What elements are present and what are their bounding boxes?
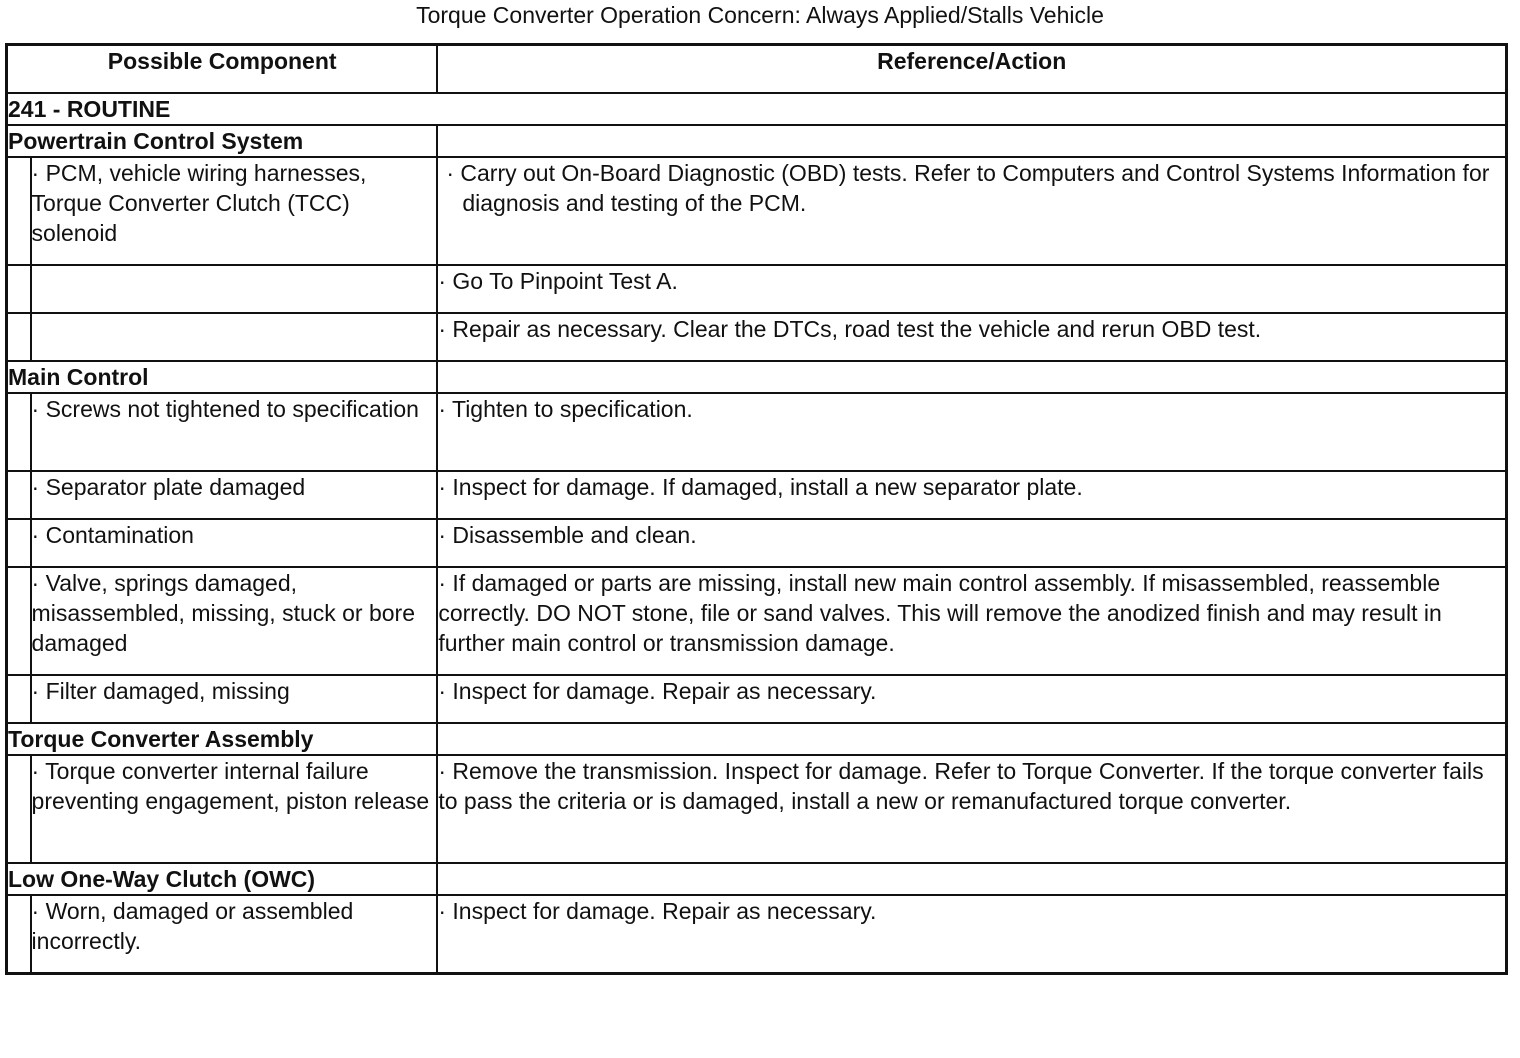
document-title: Torque Converter Operation Concern: Always Applied/Stalls Vehicle: [416, 2, 1104, 28]
table-header-row: [7, 45, 1507, 94]
indent-cell: [7, 313, 31, 361]
action-cell: · Inspect for damage. If damaged, install a new separator plate.: [437, 471, 1506, 519]
group-name: Low One-Way Clutch (OWC): [7, 863, 438, 895]
table-row: [7, 895, 1507, 973]
action-cell: · Carry out On-Board Diagnostic (OBD) tests. Refer to Computers and Control Systems Information for diagnosis and testing of the PCM.: [437, 157, 1506, 265]
indent-cell: [7, 895, 31, 973]
action-cell: · Inspect for damage. Repair as necessary.: [437, 895, 1506, 973]
indent-cell: [7, 157, 31, 265]
header-reference-action: Reference/Action: [437, 45, 1506, 94]
routine-row: [7, 93, 1507, 125]
table-row: [7, 157, 1507, 265]
action-cell: · If damaged or parts are missing, install new main control assembly. If misassembled, reassemble correctly. DO NOT stone, file or sand valves. This will remove the anodized finish and may result in further main control or transmission damage.: [437, 567, 1506, 675]
indent-cell: [7, 471, 31, 519]
component-cell: · Screws not tightened to specification: [31, 393, 438, 471]
indent-cell: [7, 755, 31, 863]
group-row: [7, 125, 1507, 157]
group-name: Torque Converter Assembly: [7, 723, 438, 755]
table-row: [7, 519, 1507, 567]
component-cell: · PCM, vehicle wiring harnesses, Torque Converter Clutch (TCC) solenoid: [31, 157, 438, 265]
group-row: [7, 863, 1507, 895]
component-cell: · Contamination: [31, 519, 438, 567]
component-cell: [31, 313, 438, 361]
group-name: Main Control: [7, 361, 438, 393]
group-action-empty: [437, 723, 1506, 755]
routine-label: 241 - ROUTINE: [7, 93, 1507, 125]
component-cell: · Separator plate damaged: [31, 471, 438, 519]
group-action-empty: [437, 361, 1506, 393]
group-row: [7, 723, 1507, 755]
table-row: [7, 471, 1507, 519]
indent-cell: [7, 265, 31, 313]
indent-cell: [7, 675, 31, 723]
action-cell: · Remove the transmission. Inspect for damage. Refer to Torque Converter. If the torque converter fails to pass the criteria or is damaged, install a new or remanufactured torque converter.: [437, 755, 1506, 863]
group-action-empty: [437, 125, 1506, 157]
diagnosis-table: [5, 43, 1508, 975]
action-cell: · Go To Pinpoint Test A.: [437, 265, 1506, 313]
component-cell: · Torque converter internal failure preventing engagement, piston release: [31, 755, 438, 863]
action-cell: · Tighten to specification.: [437, 393, 1506, 471]
action-cell: · Disassemble and clean.: [437, 519, 1506, 567]
component-cell: · Filter damaged, missing: [31, 675, 438, 723]
table-row: [7, 675, 1507, 723]
table-row: [7, 393, 1507, 471]
group-action-empty: [437, 863, 1506, 895]
component-cell: · Worn, damaged or assembled incorrectly.: [31, 895, 438, 973]
header-possible-component: Possible Component: [7, 45, 438, 94]
table-row: [7, 755, 1507, 863]
table-row: [7, 567, 1507, 675]
table-row: [7, 313, 1507, 361]
indent-cell: [7, 567, 31, 675]
group-name: Powertrain Control System: [7, 125, 438, 157]
action-cell: · Inspect for damage. Repair as necessary.: [437, 675, 1506, 723]
component-cell: · Valve, springs damaged, misassembled, missing, stuck or bore damaged: [31, 567, 438, 675]
indent-cell: [7, 393, 31, 471]
indent-cell: [7, 519, 31, 567]
component-cell: [31, 265, 438, 313]
table-row: [7, 265, 1507, 313]
action-cell: · Repair as necessary. Clear the DTCs, road test the vehicle and rerun OBD test.: [437, 313, 1506, 361]
group-row: [7, 361, 1507, 393]
